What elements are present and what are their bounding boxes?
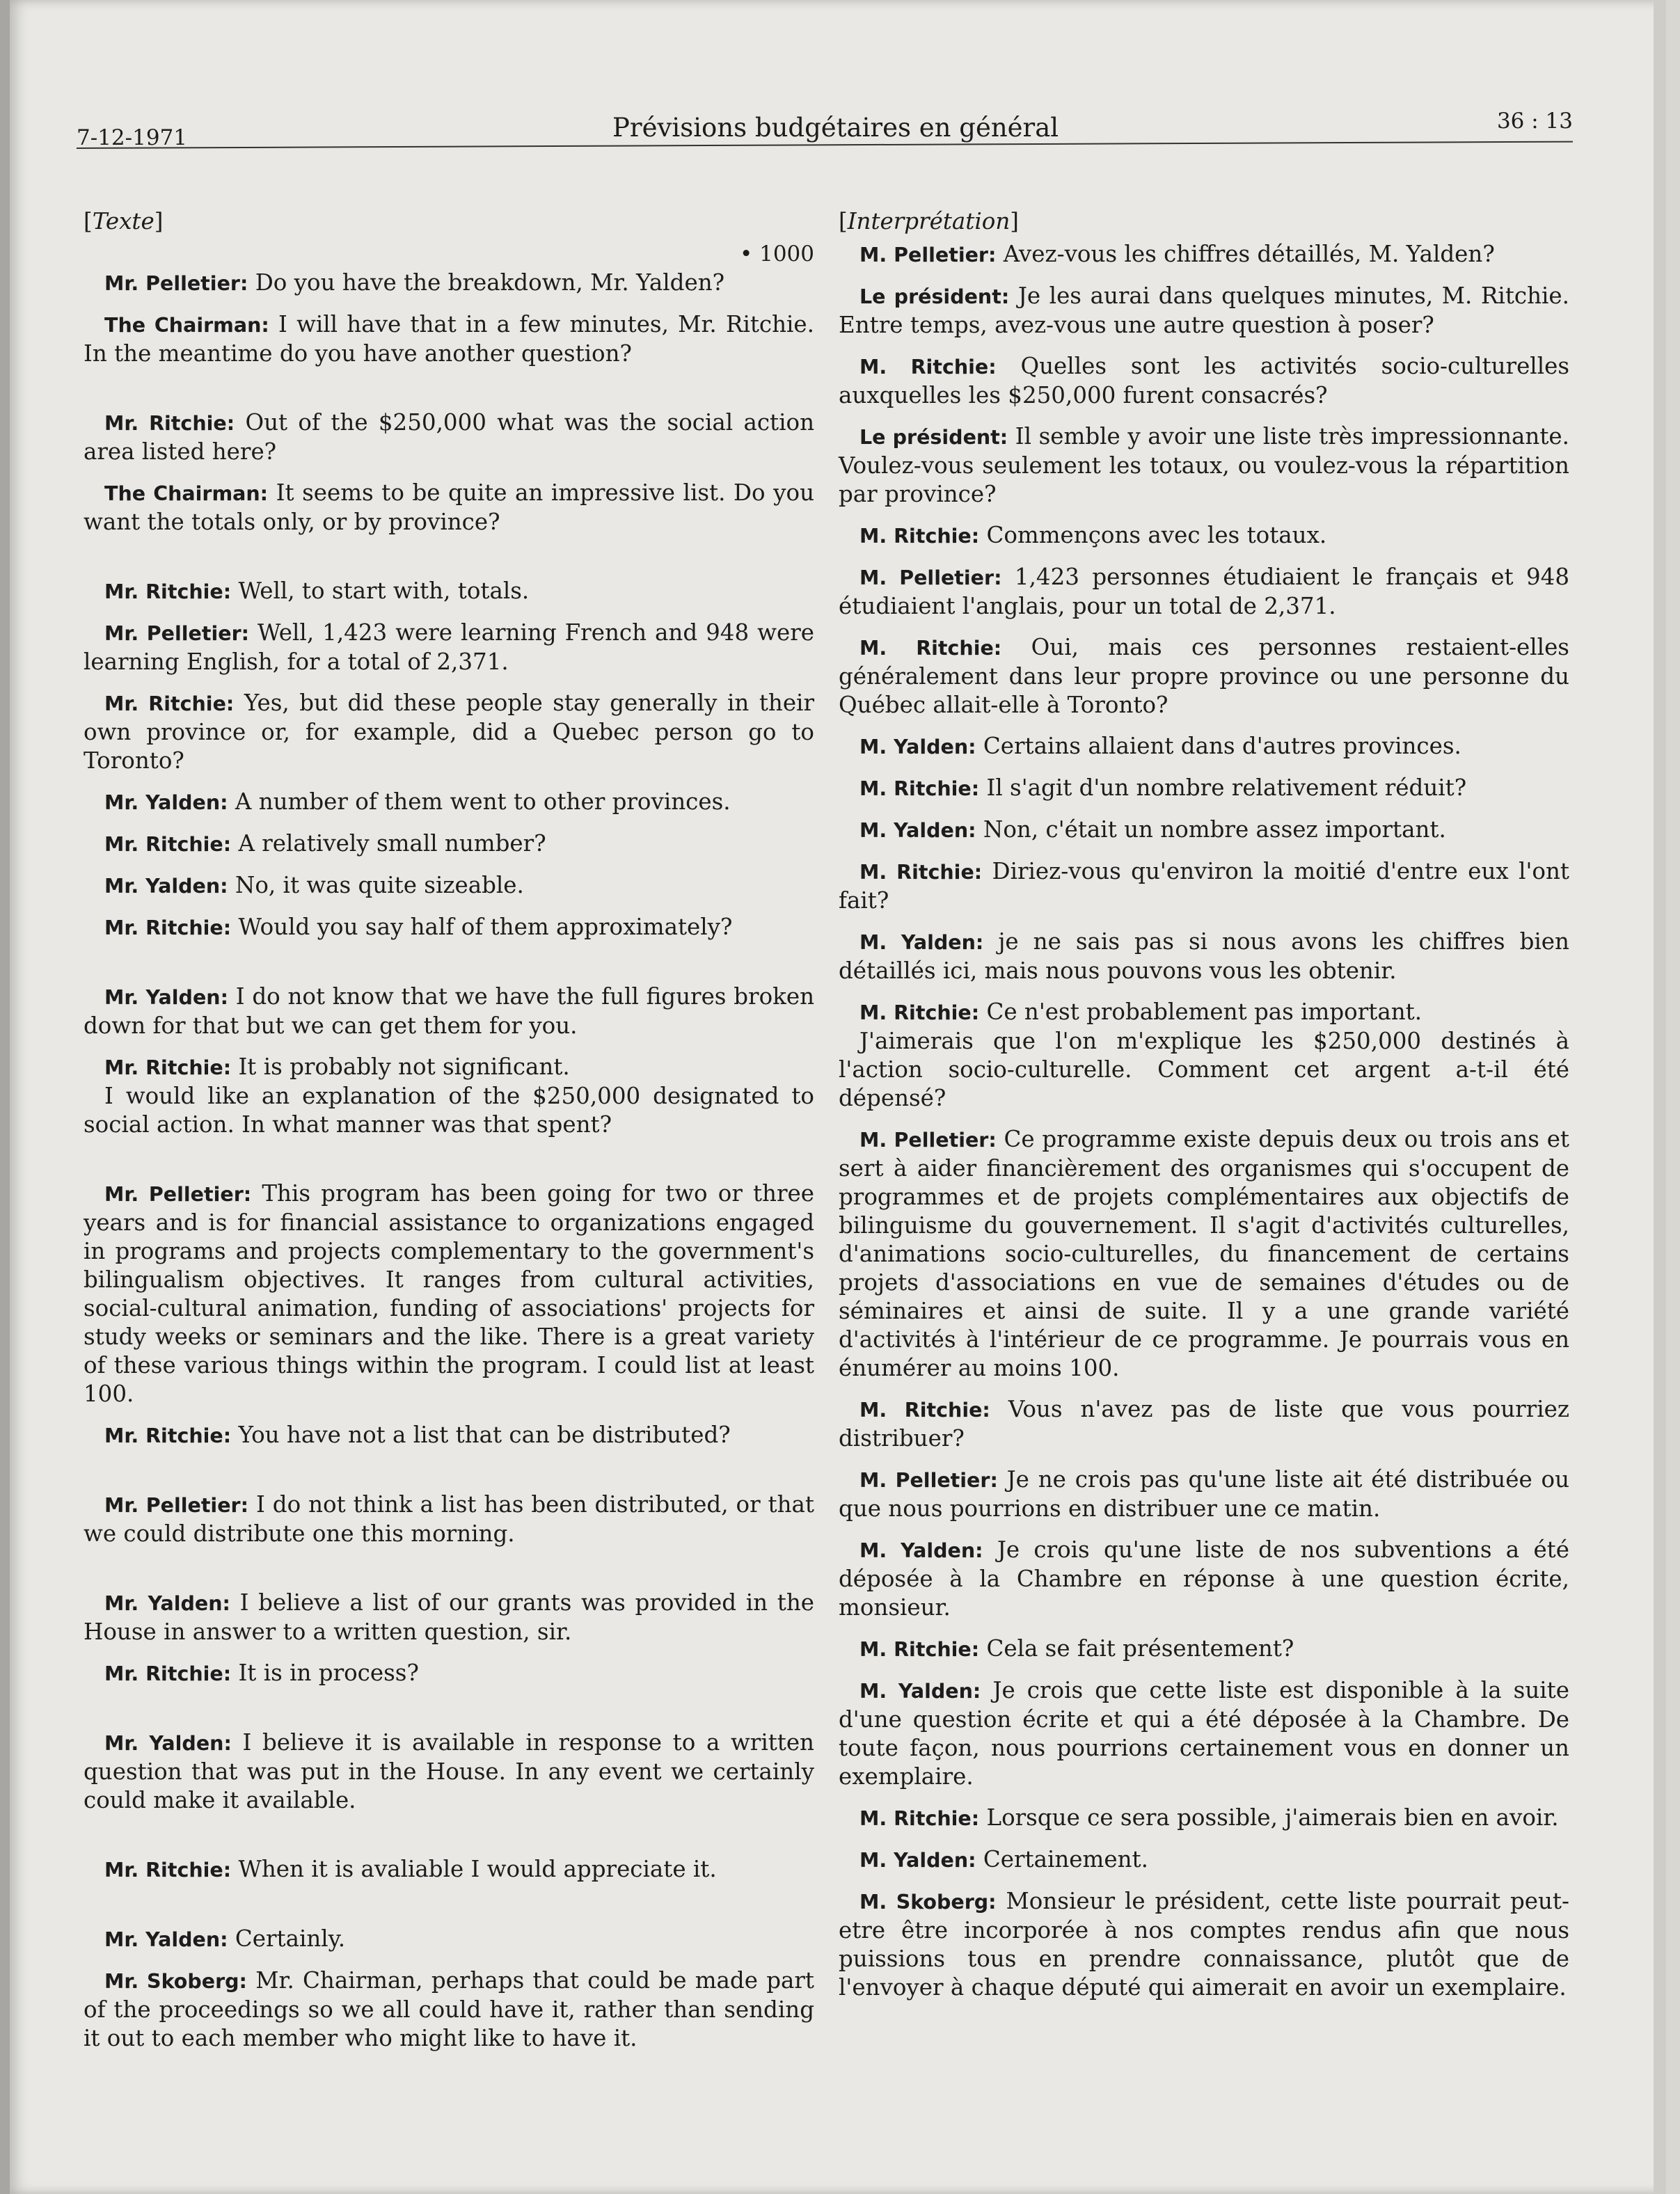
speaker-name: Mr. Ritchie: [104,1424,232,1447]
speaker-name: M. Pelletier: [859,566,1002,589]
speaker-name: M. Yalden: [859,1539,983,1562]
speaker-name: Mr. Pelletier: [104,272,248,295]
speech-text: I believe a list of our grants was provided in the House in answer to a written question, sir. [84,1589,814,1645]
speech-paragraph [84,1179,814,1408]
speech-paragraph [84,1728,814,1815]
speech-paragraph [84,1966,814,2053]
speech-paragraph [84,788,814,817]
speech-paragraph [84,1589,814,1646]
speaker-name: The Chairman: [104,314,269,337]
speaker-name: M. Pelletier: [859,244,997,267]
speech-text: A number of them went to other provinces. [235,788,731,815]
speaker-name: M. Yalden: [859,819,976,842]
speaker-name: Mr. Yalden: [104,875,228,898]
speech-paragraph [84,269,814,298]
binding-shadow [0,0,10,2194]
speech-text: Yes, but did these people stay generally in their own province or, for example, did a Quebec person go to Toronto? [84,690,814,774]
speech-text: Je les aurai dans quelques minutes, M. Ritchie. Entre temps, avez-vous une autre question à poser? [839,283,1569,338]
speech-paragraph [839,282,1569,340]
speech-text: Ce n'est probablement pas important. [986,999,1423,1025]
speech-paragraph [839,563,1569,621]
speech-text: Mr. Chairman, perhaps that could be made part of the proceedings so we all could have it, rather than sending it out to each member who might like to have it. [84,1967,814,2051]
speech-paragraph [839,352,1569,410]
speech-continuation: J'aimerais que l'on m'explique les $250,000 destinés à l'action socio-culturelle. Comment cet argent a-t-il été dépensé? [839,1028,1569,1111]
speaker-name: M. Ritchie: [859,1638,980,1661]
speech-text: Well, to start with, totals. [238,578,530,604]
speaker-name: Mr. Yalden: [104,1592,230,1615]
speech-text: It is probably not significant. [238,1054,570,1080]
speech-text: 1,423 personnes étudiaient le français et 948 étudiaient l'anglais, pour un total de 2,371. [839,564,1569,619]
speech-paragraph [84,829,814,859]
speaker-name: Le président: [859,285,1010,308]
speech-text: Il s'agit d'un nombre relativement réduit? [986,774,1467,801]
speech-text: I do not think a list has been distributed, or that we could distribute one this morning. [84,1491,814,1547]
page-edge [1654,0,1666,2194]
speech-text: Certainly. [235,1925,346,1952]
speaker-name: M. Yalden: [859,736,976,758]
speech-paragraph [839,732,1569,761]
speaker-name: Mr. Yalden: [104,986,228,1009]
speaker-name: M. Skoberg: [859,1891,997,1914]
speech-paragraph [839,1395,1569,1453]
speaker-name: Mr. Ritchie: [104,412,235,435]
speech-paragraph [839,774,1569,803]
speaker-name: M. Ritchie: [859,637,1002,660]
speech-text: Out of the $250,000 what was the social action area listed here? [84,409,814,465]
speaker-name: M. Ritchie: [859,525,980,548]
speech-text: Commençons avec les totaux. [986,522,1327,548]
speech-paragraph [839,1804,1569,1833]
speech-paragraph [839,1465,1569,1523]
speech-paragraph [84,689,814,775]
time-marker: • 1000 [739,241,814,267]
speech-text: Diriez-vous qu'environ la moitié d'entre eux l'ont fait? [839,858,1569,914]
speaker-name: Mr. Ritchie: [104,916,232,939]
speech-text: You have not a list that can be distributed? [238,1422,731,1448]
speaker-name: M. Ritchie: [859,777,980,800]
speech-paragraph [84,1421,814,1450]
speaker-name: M. Ritchie: [859,356,997,379]
speaker-name: M. Ritchie: [859,1807,980,1830]
speech-paragraph [84,1925,814,1954]
speaker-name: Mr. Ritchie: [104,1056,232,1079]
speech-text: It is in process? [238,1660,419,1686]
speech-paragraph [84,577,814,606]
speech-text: Je crois que cette liste est disponible à la suite d'une question écrite et qui a été déposée à la Chambre. De toute façon, nous pourrions certainement vous en donner un exemplaire. [839,1677,1569,1790]
speaker-name: M. Yalden: [859,1849,976,1872]
speech-paragraph [84,1053,814,1139]
speaker-name: The Chairman: [104,482,269,505]
speech-text: When it is avaliable I would appreciate it. [238,1856,717,1882]
speaker-name: Mr. Yalden: [104,1732,232,1755]
speaker-name: Mr. Yalden: [104,1928,228,1951]
french-column [839,202,1569,2014]
speech-paragraph [839,998,1569,1113]
speech-paragraph [839,1125,1569,1383]
speech-paragraph [84,408,814,466]
speech-text: Do you have the breakdown, Mr. Yalden? [255,269,725,296]
speaker-name: Mr. Ritchie: [104,1859,232,1882]
speech-text: je ne sais pas si nous avons les chiffres bien détaillés ici, mais nous pouvons vous les obtenir. [839,928,1569,984]
speech-paragraph [839,1635,1569,1664]
speaker-name: Mr. Ritchie: [104,1662,232,1685]
speech-text: A relatively small number? [238,830,546,857]
speech-paragraph [839,521,1569,550]
speaker-name: M. Ritchie: [859,1001,980,1024]
speech-text: Quelles sont les activités socio-culturelles auxquelles les $250,000 furent consacrés? [839,353,1569,408]
speaker-name: Mr. Ritchie: [104,692,235,715]
speech-text: I will have that in a few minutes, Mr. Ritchie. In the meantime do you have another question? [84,311,814,367]
speech-text: I do not know that we have the full figures broken down for that but we can get them for you. [84,983,814,1039]
speech-text: Cela se fait présentement? [986,1635,1294,1662]
speech-text: I believe it is available in response to a written question that was put in the House. In any event we certainly could make it available. [84,1729,814,1813]
speech-paragraph [84,871,814,900]
speech-text: Certainement. [983,1846,1148,1873]
speech-text: Lorsque ce sera possible, j'aimerais bien en avoir. [986,1804,1559,1831]
speech-text: Je ne crois pas qu'une liste ait été distribuée ou que nous pourrions en distribuer une ce matin. [839,1466,1569,1522]
speech-text: Well, 1,423 were learning French and 948 were learning English, for a total of 2,371. [84,619,814,675]
speech-paragraph [839,857,1569,915]
speech-paragraph [84,983,814,1040]
speaker-name: Mr. Ritchie: [104,833,232,856]
header-title: Prévisions budgétaires en général [612,113,1059,143]
header-date: 7-12-1971 [77,125,188,150]
speech-paragraph [84,1659,814,1688]
speech-text: Ce programme existe depuis deux ou trois ans et sert à aider financièrement des organismes qui s'occupent de programmes et de projets complémentaires aux objectifs de bilinguisme du gouvernement. Il s'agit d'activités culturelles, d'animations socio-culturelles, du financement de certains projets d'associations en vue de semaines d'études ou de séminaires et ainsi de suite. Il y a une grande variété d'activités à l'intérieur de ce programme. Je pourrais vous en énumérer au moins 100. [839,1126,1569,1381]
speech-paragraph [84,913,814,942]
speaker-name: M. Pelletier: [859,1469,998,1492]
speech-paragraph [839,816,1569,845]
speech-paragraph [84,1491,814,1548]
speech-text: Il semble y avoir une liste très impressionnante. Voulez-vous seulement les totaux, ou voulez-vous la répartition par province? [839,423,1569,507]
speech-text: It seems to be quite an impressive list. Do you want the totals only, or by province? [84,479,814,535]
speech-text: Certains allaient dans d'autres provinces. [983,733,1461,759]
speech-paragraph [839,1887,1569,2002]
speech-paragraph [839,240,1569,269]
section-label-english: [Texte] [84,208,164,234]
speaker-name: M. Yalden: [859,931,984,954]
speech-paragraph [84,310,814,368]
speaker-name: Mr. Pelletier: [104,1183,252,1206]
speaker-name: M. Ritchie: [859,861,983,884]
speaker-name: Mr. Pelletier: [104,1494,248,1517]
speaker-name: M. Yalden: [859,1680,981,1703]
speaker-name: Mr. Skoberg: [104,1970,247,1993]
speech-text: Would you say half of them approximately? [238,914,733,940]
speech-text: Monsieur le président, cette liste pourrait peut- etre être incorporée à nos comptes rendus afin que nous puissions tous en prendre connaissance, plutôt que de l'envoyer à chaque député qui aimerait en avoir un exemplaire. [839,1888,1569,2001]
running-header [77,104,1573,160]
speech-paragraph [839,928,1569,985]
speech-paragraph [839,422,1569,509]
speech-paragraph [839,633,1569,720]
header-page-number: 36 : 13 [1496,109,1573,134]
speaker-name: Mr. Yalden: [104,791,228,814]
speech-text: Non, c'était un nombre assez important. [983,816,1446,843]
section-label-french: [Interprétation] [839,208,1019,234]
speech-text: Je crois qu'une liste de nos subventions a été déposée à la Chambre en réponse à une question écrite, monsieur. [839,1536,1569,1621]
speaker-name: M. Pelletier: [859,1129,997,1152]
speech-paragraph [839,1845,1569,1875]
speech-text: No, it was quite sizeable. [235,872,524,898]
speech-paragraph [839,1536,1569,1622]
speech-continuation: I would like an explanation of the $250,000 designated to social action. In what manner was that spent? [84,1083,814,1138]
speech-text: Oui, mais ces personnes restaient-elles généralement dans leur propre province ou une personne du Québec allait-elle à Toronto? [839,634,1569,718]
speech-paragraph [84,1855,814,1884]
speaker-name: M. Ritchie: [859,1399,990,1422]
speaker-name: Mr. Pelletier: [104,622,250,645]
english-column [84,202,814,2065]
speech-text: Vous n'avez pas de liste que vous pourriez distribuer? [839,1396,1569,1452]
speaker-name: Le président: [859,426,1008,449]
speech-text: This program has been going for two or three years and is for financial assistance to organizations engaged in programs and projects complementary to the government's bilingualism objectives. It ranges from cultural activities, social-cultural animation, funding of associations' projects for study weeks or seminars and the like. There is a great variety of these various things within the program. I could list at least 100. [84,1180,814,1407]
speech-paragraph [839,1676,1569,1791]
speech-text: Avez-vous les chiffres détaillés, M. Yalden? [1003,241,1495,267]
speech-paragraph [84,619,814,676]
speech-paragraph [84,479,814,536]
speaker-name: Mr. Ritchie: [104,580,232,603]
